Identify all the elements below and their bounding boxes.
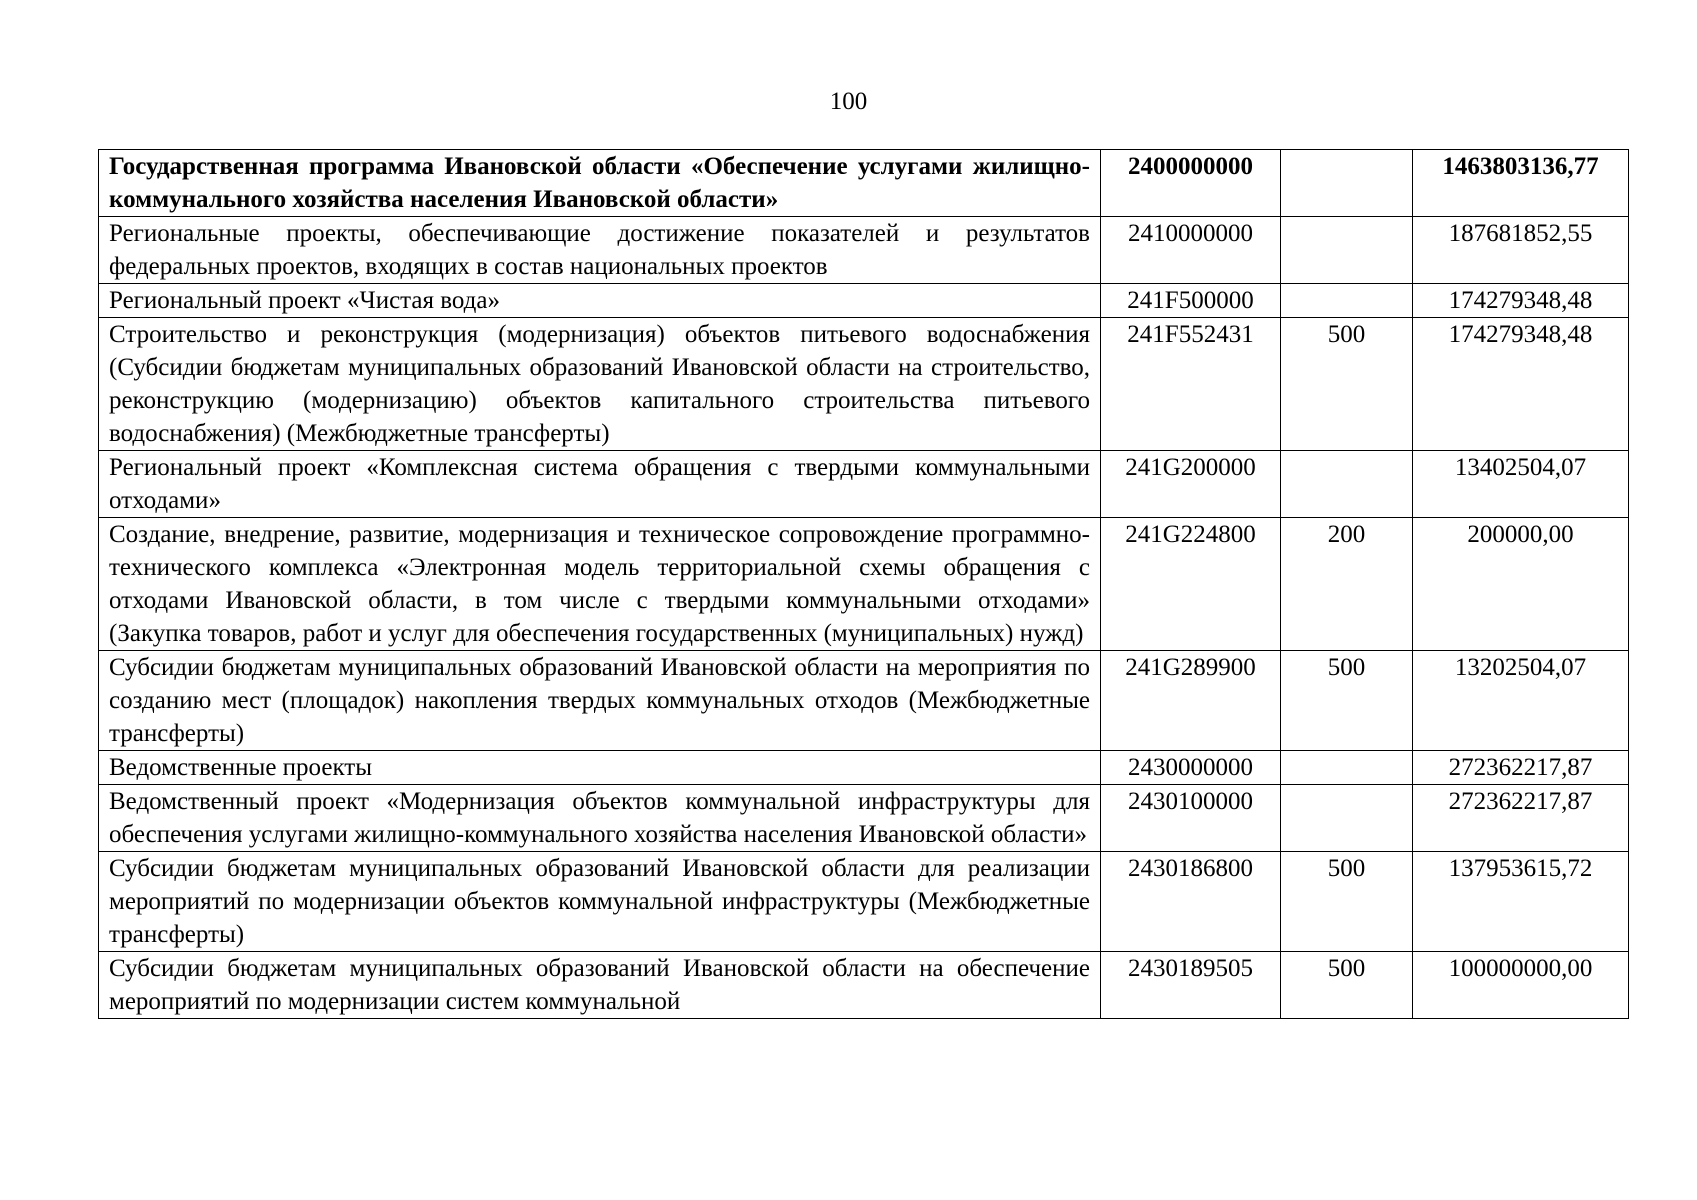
page-number: 100 [829, 88, 868, 115]
row-code: 241G289900 [1101, 651, 1281, 751]
row-amount: 187681852,55 [1413, 217, 1629, 284]
row-expense-type [1281, 217, 1413, 284]
row-amount: 100000000,00 [1413, 952, 1629, 1019]
row-name: Ведомственные проекты [99, 751, 1101, 785]
table-row [99, 852, 1629, 952]
row-amount: 174279348,48 [1413, 284, 1629, 318]
table-row [99, 651, 1629, 751]
row-expense-type [1281, 150, 1413, 217]
row-name: Ведомственный проект «Модернизация объектов коммунальной инфраструктуры для обеспечения услугами жилищно-коммунального хозяйства населения Ивановской области» [99, 785, 1101, 852]
row-amount: 137953615,72 [1413, 852, 1629, 952]
table-row [99, 150, 1629, 217]
row-code: 2410000000 [1101, 217, 1281, 284]
row-code: 241F500000 [1101, 284, 1281, 318]
row-code: 241G224800 [1101, 518, 1281, 651]
table-row [99, 751, 1629, 785]
table-row [99, 217, 1629, 284]
row-code: 2430189505 [1101, 952, 1281, 1019]
row-amount: 13402504,07 [1413, 451, 1629, 518]
row-code: 2430186800 [1101, 852, 1281, 952]
row-name: Создание, внедрение, развитие, модернизация и техническое сопровождение программно-технического комплекса «Электронная модель территориальной схемы обращения с отходами Ивановской области, в том числе с твердыми коммунальными отходами» (Закупка товаров, работ и услуг для обеспечения государственных (муниципальных) нужд) [99, 518, 1101, 651]
row-amount: 13202504,07 [1413, 651, 1629, 751]
row-name: Субсидии бюджетам муниципальных образований Ивановской области для реализации мероприятий по модернизации объектов коммунальной инфраструктуры (Межбюджетные трансферты) [99, 852, 1101, 952]
row-name: Строительство и реконструкция (модернизация) объектов питьевого водоснабжения (Субсидии бюджетам муниципальных образований Ивановской области на строительство, реконструкцию (модернизацию) объектов капитального строительства питьевого водоснабжения) (Межбюджетные трансферты) [99, 318, 1101, 451]
row-amount: 174279348,48 [1413, 318, 1629, 451]
row-expense-type [1281, 451, 1413, 518]
row-name: Региональный проект «Чистая вода» [99, 284, 1101, 318]
row-name: Региональные проекты, обеспечивающие достижение показателей и результатов федеральных проектов, входящих в состав национальных проектов [99, 217, 1101, 284]
row-name: Региональный проект «Комплексная система обращения с твердыми коммунальными отходами» [99, 451, 1101, 518]
row-expense-type: 500 [1281, 318, 1413, 451]
row-amount: 272362217,87 [1413, 785, 1629, 852]
table-row [99, 785, 1629, 852]
row-name: Субсидии бюджетам муниципальных образований Ивановской области на мероприятия по созданию мест (площадок) накопления твердых коммунальных отходов (Межбюджетные трансферты) [99, 651, 1101, 751]
table-row [99, 284, 1629, 318]
table-row [99, 451, 1629, 518]
row-name: Субсидии бюджетам муниципальных образований Ивановской области на обеспечение мероприятий по модернизации систем коммунальной [99, 952, 1101, 1019]
table-row [99, 318, 1629, 451]
row-amount: 272362217,87 [1413, 751, 1629, 785]
table-row [99, 518, 1629, 651]
row-amount: 200000,00 [1413, 518, 1629, 651]
row-expense-type [1281, 751, 1413, 785]
row-code: 2430100000 [1101, 785, 1281, 852]
row-amount: 1463803136,77 [1413, 150, 1629, 217]
row-expense-type [1281, 284, 1413, 318]
table-row [99, 952, 1629, 1019]
row-name: Государственная программа Ивановской области «Обеспечение услугами жилищно-коммунального хозяйства населения Ивановской области» [99, 150, 1101, 217]
row-expense-type: 500 [1281, 952, 1413, 1019]
row-code: 2430000000 [1101, 751, 1281, 785]
row-expense-type: 500 [1281, 651, 1413, 751]
row-code: 241G200000 [1101, 451, 1281, 518]
row-expense-type: 500 [1281, 852, 1413, 952]
row-expense-type [1281, 785, 1413, 852]
row-code: 241F552431 [1101, 318, 1281, 451]
budget-table [98, 149, 1629, 1019]
row-code: 2400000000 [1101, 150, 1281, 217]
row-expense-type: 200 [1281, 518, 1413, 651]
